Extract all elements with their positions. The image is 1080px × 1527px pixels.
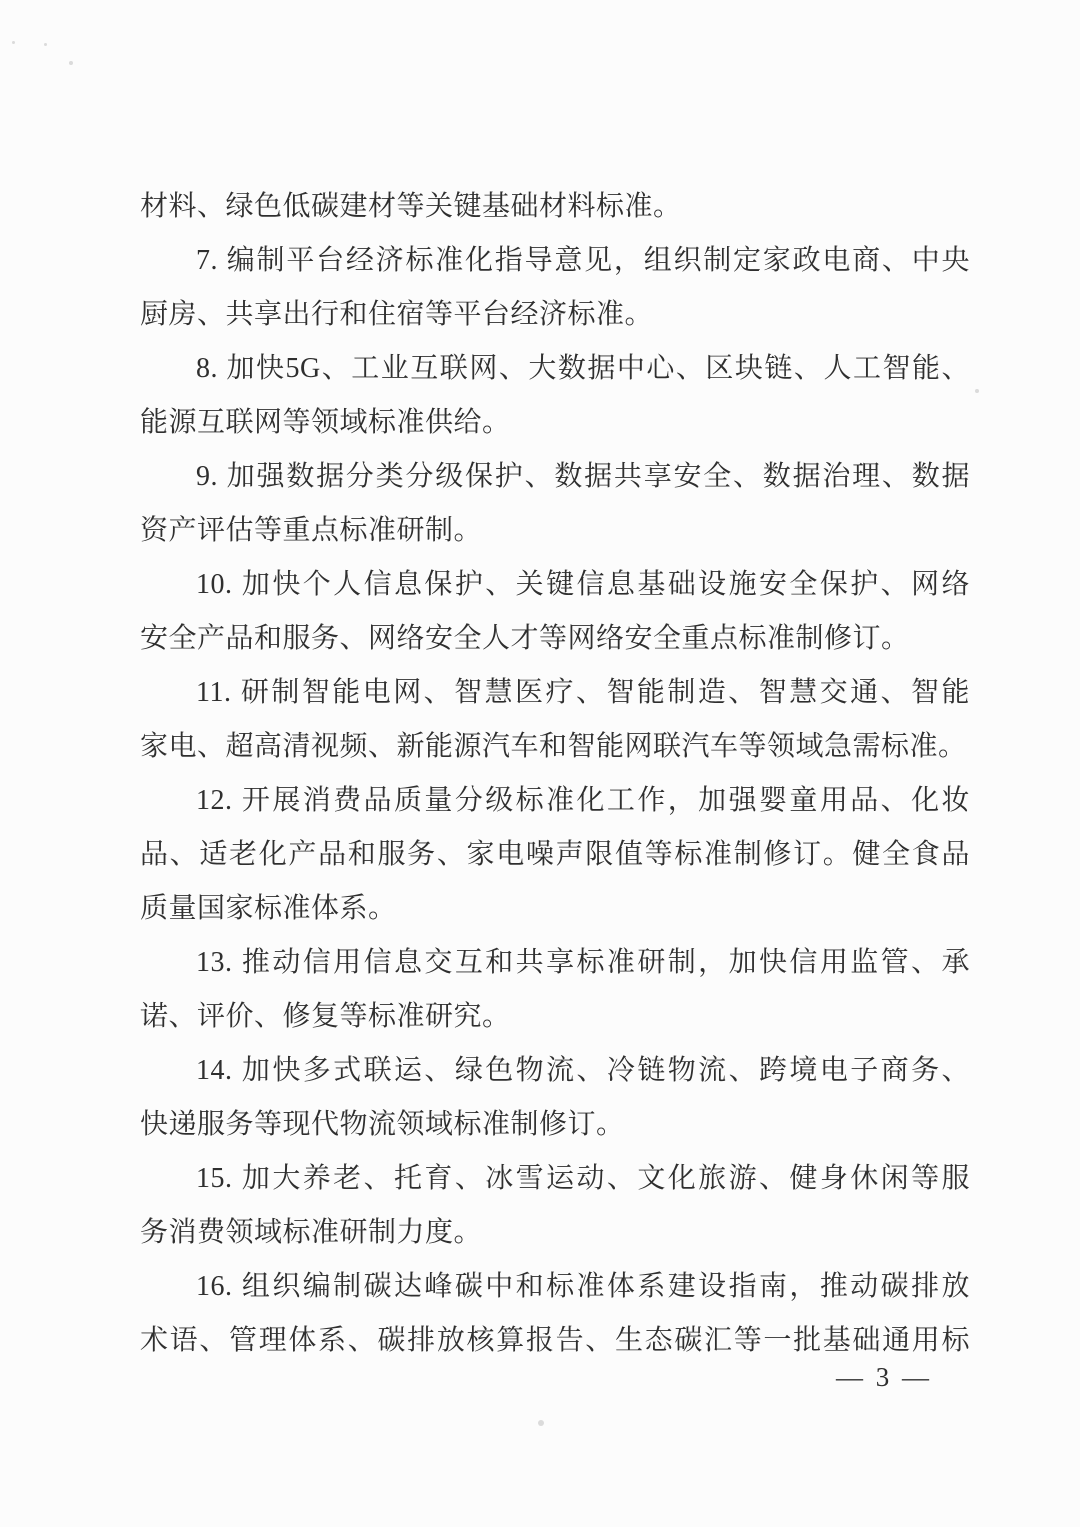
text-line: 品、适老化产品和服务、家电噪声限值等标准制修订。健全食品 xyxy=(140,839,970,870)
text-line: 15. 加大养老、托育、冰雪运动、文化旅游、健身休闲等服 xyxy=(196,1163,970,1194)
text-line: 12. 开展消费品质量分级标准化工作，加强婴童用品、化妆 xyxy=(196,785,970,816)
text-line: 8. 加快5G、工业互联网、大数据中心、区块链、人工智能、 xyxy=(196,353,970,384)
text-line: 术语、管理体系、碳排放核算报告、生态碳汇等一批基础通用标 xyxy=(140,1325,970,1356)
text-line: 16. 组织编制碳达峰碳中和标准体系建设指南，推动碳排放 xyxy=(196,1271,970,1302)
text-line: 资产评估等重点标准研制。 xyxy=(140,515,483,546)
scan-speck xyxy=(69,61,73,65)
scan-speck xyxy=(538,1420,544,1426)
text-line: 厨房、共享出行和住宿等平台经济标准。 xyxy=(140,299,654,330)
text-line: 安全产品和服务、网络安全人才等网络安全重点标准制修订。 xyxy=(140,623,910,654)
text-line: 材料、绿色低碳建材等关键基础材料标准。 xyxy=(140,191,682,222)
scan-speck xyxy=(975,389,979,393)
text-line: 14. 加快多式联运、绿色物流、冷链物流、跨境电子商务、 xyxy=(196,1055,970,1086)
page-number: — 3 — xyxy=(836,1362,932,1392)
text-line: 质量国家标准体系。 xyxy=(140,893,397,924)
text-line: 9. 加强数据分类分级保护、数据共享安全、数据治理、数据 xyxy=(196,461,970,492)
text-line: 7. 编制平台经济标准化指导意见，组织制定家政电商、中央 xyxy=(196,245,970,276)
text-line: 13. 推动信用信息交互和共享标准研制，加快信用监管、承 xyxy=(196,947,970,978)
text-line: 务消费领域标准研制力度。 xyxy=(140,1217,483,1248)
text-line: 家电、超高清视频、新能源汽车和智能网联汽车等领域急需标准。 xyxy=(140,731,967,762)
text-line: 10. 加快个人信息保护、关键信息基础设施安全保护、网络 xyxy=(196,569,970,600)
text-line: 诺、评价、修复等标准研究。 xyxy=(140,1001,511,1032)
scan-speck xyxy=(12,41,15,44)
text-line: 11. 研制智能电网、智慧医疗、智能制造、智慧交通、智能 xyxy=(196,677,970,708)
scan-speck xyxy=(44,43,47,46)
text-line: 能源互联网等领域标准供给。 xyxy=(140,407,511,438)
text-block xyxy=(140,180,970,1368)
text-line: 快递服务等现代物流领域标准制修订。 xyxy=(140,1109,625,1140)
